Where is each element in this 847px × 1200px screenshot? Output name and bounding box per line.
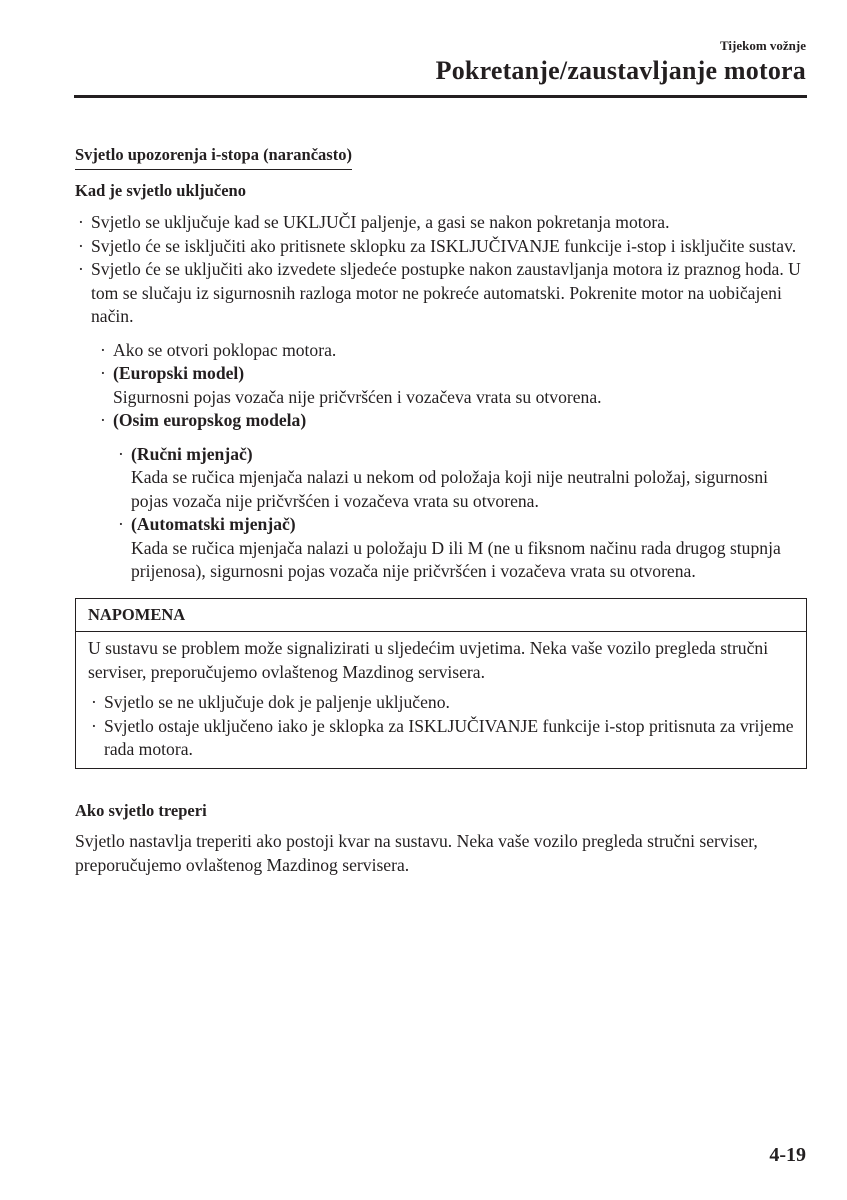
- page-title: Pokretanje/zaustavljanje motora: [435, 56, 806, 85]
- page-number: 4-19: [769, 1144, 806, 1166]
- bullet-text: Svjetlo će se isključiti ako pritisnete sklopku za ISKLJUČIVANJE funkcije i-stop i isključite sustav.: [91, 235, 797, 256]
- bullet-text: Svjetlo se ne uključuje dok je paljenje uključeno.: [104, 692, 450, 712]
- bullet-icon: ·: [100, 363, 106, 383]
- european-model-text: Sigurnosni pojas vozača nije pričvršćen i vozačeva vrata su otvorena.: [113, 386, 602, 407]
- list-item: [115, 513, 807, 584]
- note-body: [76, 632, 806, 768]
- title-rule: [74, 95, 807, 98]
- bullet-text: Svjetlo se uključuje kad se UKLJUČI paljenje, a gasi se nakon pokretanja motora.: [91, 212, 670, 232]
- list-item: [88, 691, 794, 715]
- note-intro: U sustavu se problem može signalizirati u sljedećim uvjetima. Neka vaše vozilo pregleda stručni serviser, preporučujemo ovlaštenog Mazdinog servisera.: [88, 638, 769, 682]
- list-item: [115, 443, 807, 514]
- bullet-icon: ·: [91, 692, 97, 712]
- bullet-icon: ·: [118, 514, 124, 534]
- light-on-heading: Kad je svjetlo uključeno: [75, 180, 246, 200]
- condition-list: [97, 339, 807, 433]
- transmission-list: [115, 443, 807, 584]
- list-item: [97, 362, 807, 409]
- list-item: [97, 339, 807, 363]
- bullet-icon: ·: [78, 212, 84, 232]
- page-content: [75, 143, 807, 877]
- list-item: [88, 715, 794, 762]
- european-model-label: (Europski model): [113, 363, 245, 383]
- list-item: [75, 211, 807, 235]
- bullet-icon: ·: [78, 259, 84, 279]
- list-item: [75, 258, 807, 329]
- flashing-heading: Ako svjetlo treperi: [75, 800, 207, 820]
- bullet-icon: ·: [100, 339, 106, 360]
- bullet-icon: ·: [78, 235, 84, 256]
- bullet-icon: ·: [118, 443, 124, 464]
- manual-transmission-label: (Ručni mjenjač): [131, 443, 253, 464]
- note-title: NAPOMENA: [76, 599, 806, 633]
- bullet-text: Svjetlo će se uključiti ako izvedete sljedeće postupke nakon zaustavljanja motora iz praznog hoda. U tom se slučaju iz sigurnosnih razloga motor ne pokreće automatski. Pokrenite motor na uobičajeni način.: [91, 259, 801, 326]
- warning-light-heading: Svjetlo upozorenja i-stopa (narančasto): [75, 143, 352, 170]
- bullet-text: Svjetlo ostaje uključeno iako je sklopka za ISKLJUČIVANJE funkcije i-stop pritisnuta za vrijeme rada motora.: [104, 715, 794, 759]
- automatic-transmission-label: (Automatski mjenjač): [131, 514, 296, 534]
- bullet-icon: ·: [91, 715, 97, 736]
- non-european-model-label: (Osim europskog modela): [113, 410, 307, 430]
- section-label: Tijekom vožnje: [719, 38, 806, 53]
- note-box: [75, 598, 807, 769]
- list-item: [97, 409, 807, 433]
- flashing-text: Svjetlo nastavlja treperiti ako postoji kvar na sustavu. Neka vaše vozilo pregleda stručni serviser, preporučujemo ovlaštenog Mazdinog servisera.: [75, 831, 758, 875]
- list-item: [75, 235, 807, 259]
- manual-transmission-text: Kada se ručica mjenjača nalazi u nekom od položaja koji nije neutralni položaj, sigurnosni pojas vozača nije pričvršćen i vozačeva vrata su otvorena.: [131, 467, 769, 511]
- bullet-icon: ·: [100, 410, 106, 430]
- automatic-transmission-text: Kada se ručica mjenjača nalazi u položaju D ili M (ne u fiksnom načinu rada drugog stupnja prijenosa), sigurnosni pojas vozača nije pričvršćen i vozačeva vrata su otvorena.: [131, 537, 781, 581]
- bullet-text: Ako se otvori poklopac motora.: [113, 339, 337, 360]
